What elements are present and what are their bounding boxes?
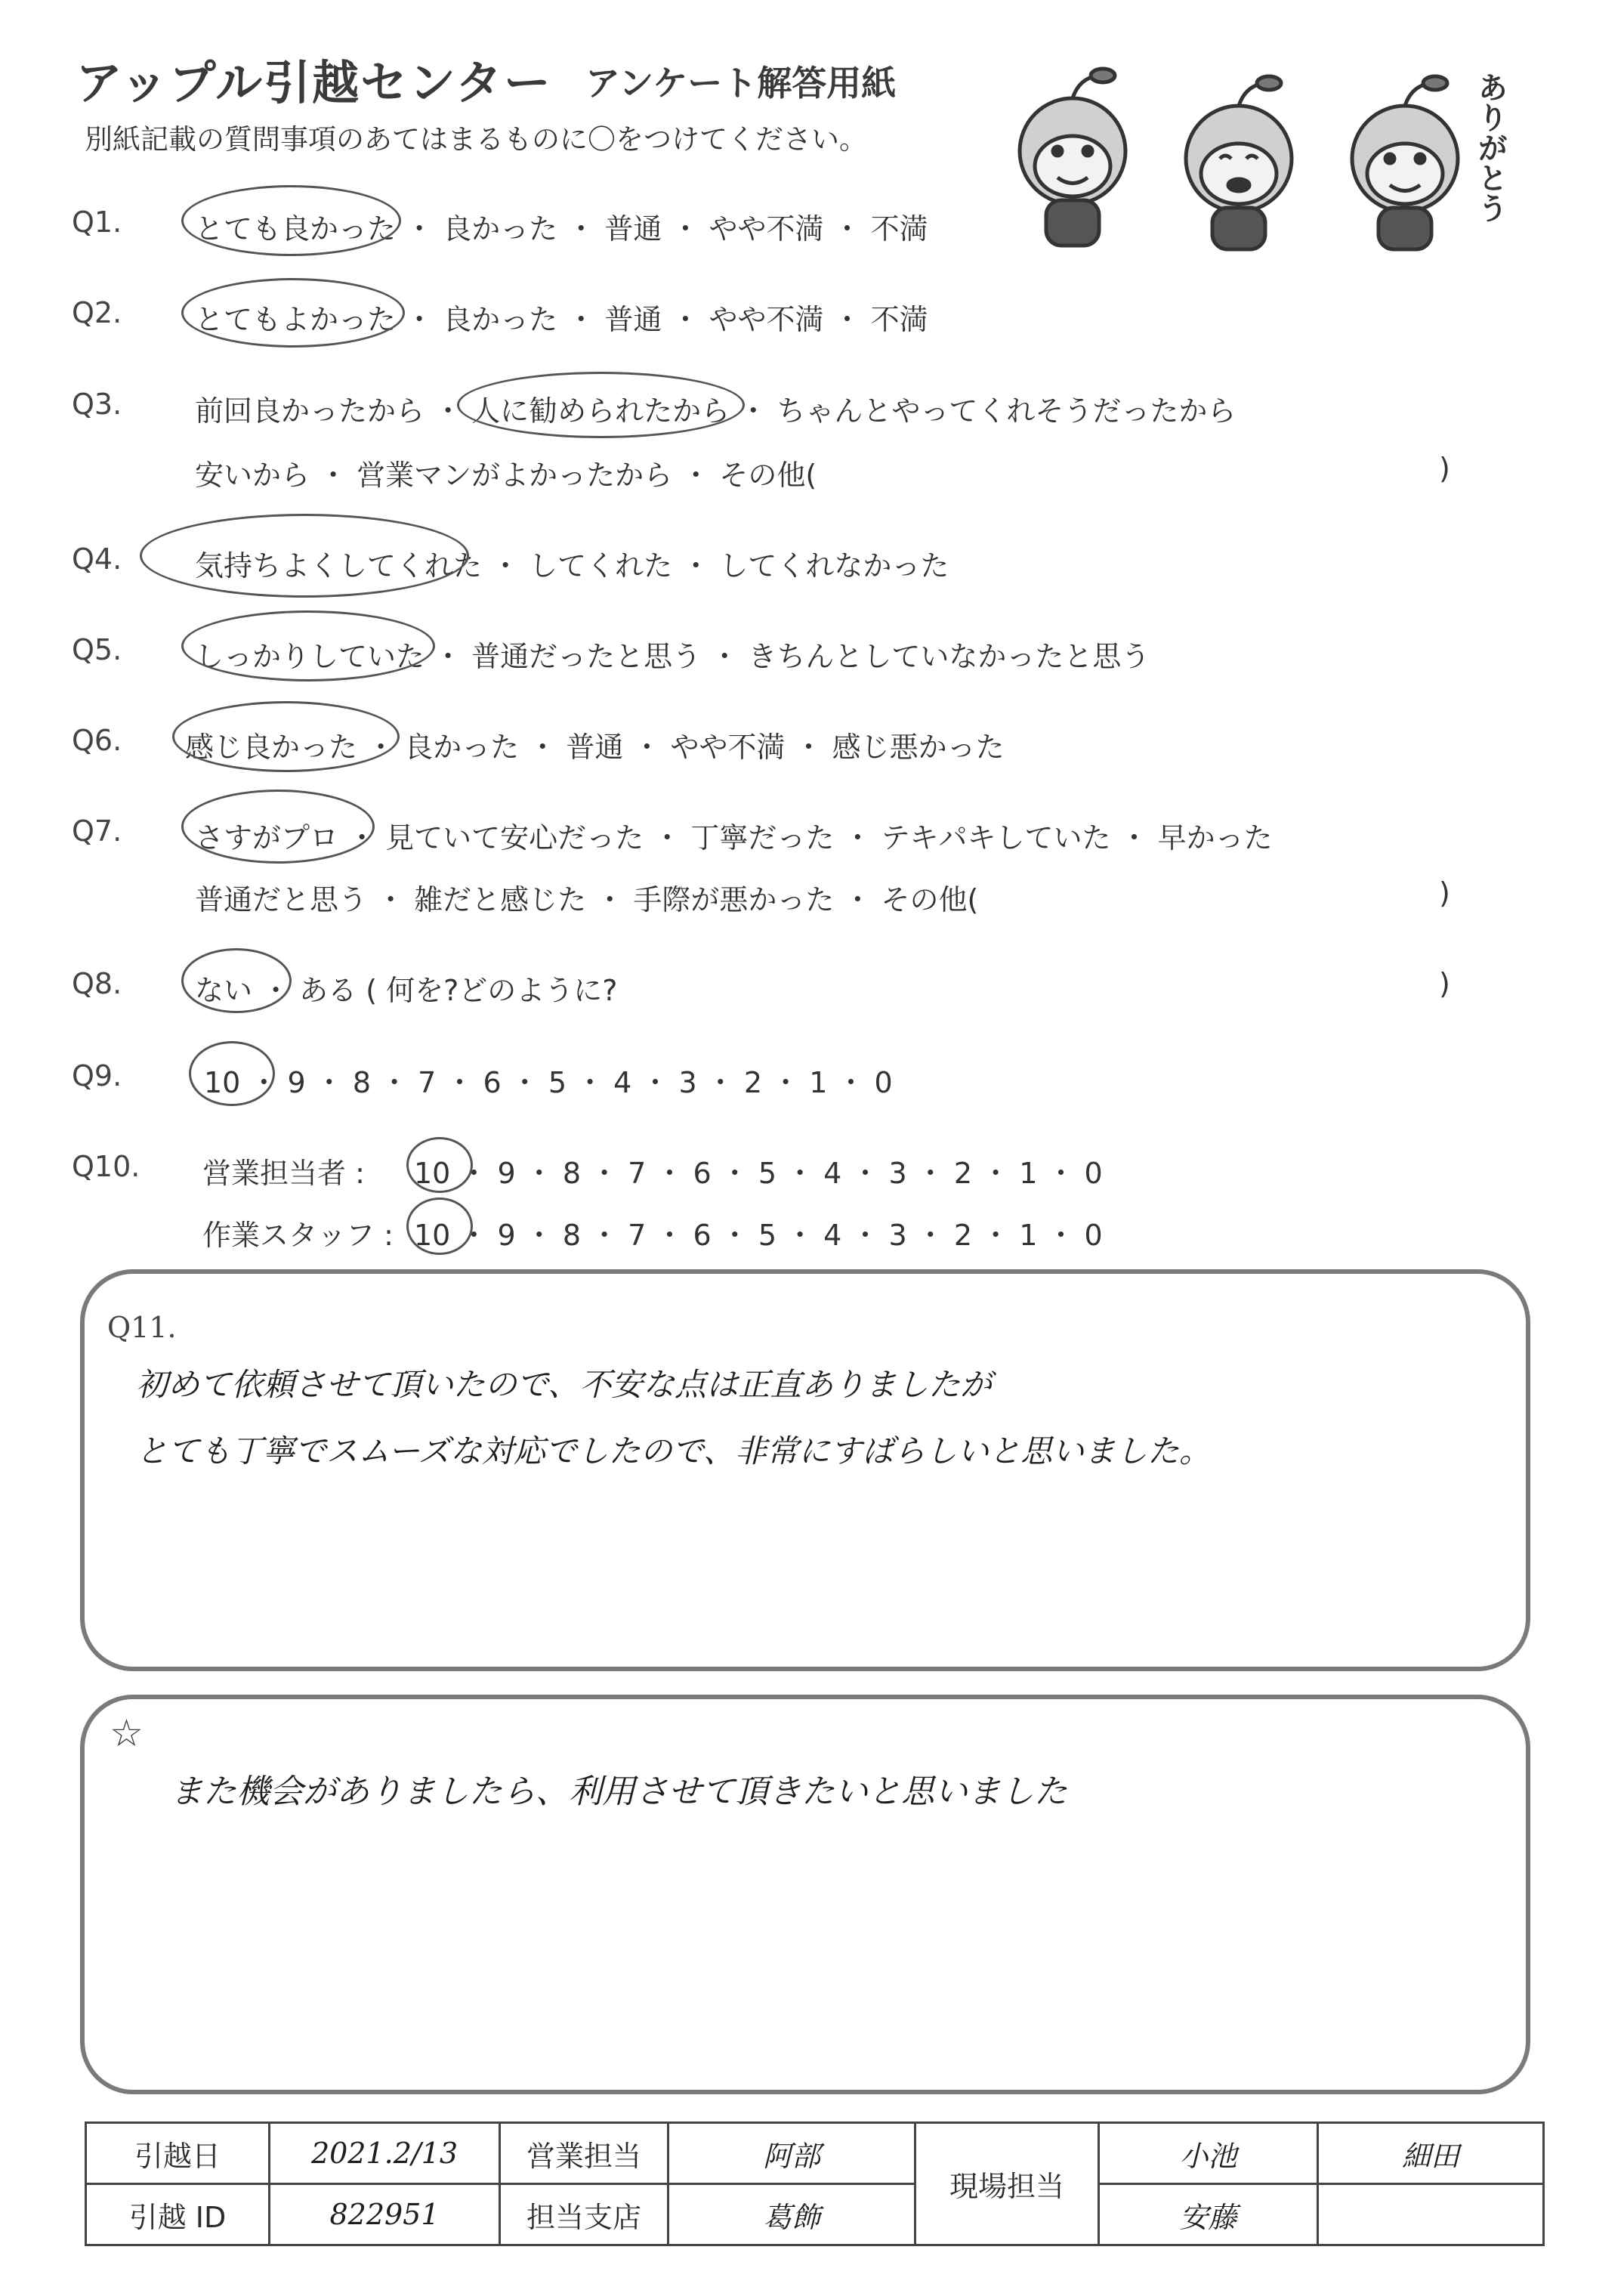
site-staff-3: 安藤 <box>1099 2184 1318 2245</box>
star-icon: ☆ <box>110 1711 144 1755</box>
form-title: アンケート解答用紙 <box>585 63 897 104</box>
move-date-value: 2021.2/13 <box>270 2123 500 2184</box>
q6-options: 感じ良かった ・ 良かった ・ 普通 ・ やや不満 ・ 感じ悪かった <box>185 731 1005 764</box>
q10-sales-answer-circle <box>406 1137 473 1193</box>
site-staff-2: 細田 <box>1318 2123 1544 2184</box>
move-id-value: 822951 <box>270 2184 500 2245</box>
site-staff-1: 小池 <box>1099 2123 1318 2184</box>
q8-other-close: ) <box>1439 967 1450 1000</box>
q7-options-line1: さすがプロ ・ 見ていて安心だった ・ 丁寧だった ・ テキパキしていた ・ 早かった <box>195 821 1273 854</box>
q1-options: とても良かった ・ 良かった ・ 普通 ・ やや不満 ・ 不満 <box>195 212 928 246</box>
q11-label: Q11. <box>107 1311 177 1344</box>
q7-options-line2: 普通だと思う ・ 雑だと感じた ・ 手際が悪かった ・ その他( <box>195 883 979 916</box>
move-info-table <box>85 2121 1545 2246</box>
site-staff-empty <box>1318 2184 1544 2245</box>
q5-options: しっかりしていた ・ 普通だったと思う ・ きちんとしていなかったと思う <box>195 640 1150 673</box>
q4-options: 気持ちよくしてくれた ・ してくれた ・ してくれなかった <box>195 549 949 583</box>
branch-name: 葛飾 <box>668 2184 915 2245</box>
q2-number: Q2. <box>72 296 122 329</box>
q4-number: Q4. <box>72 542 122 576</box>
q8-answer-circle <box>181 948 292 1013</box>
sales-rep-name: 阿部 <box>668 2123 915 2184</box>
q2-answer-circle <box>181 278 405 348</box>
q10-sales-scale: 10 ・ 9 ・ 8 ・ 7 ・ 6 ・ 5 ・ 4 ・ 3 ・ 2 ・ 1 ・ 0 <box>414 1157 1103 1190</box>
q4-answer-circle <box>140 514 469 598</box>
q5-number: Q5. <box>72 633 122 666</box>
q3-other-close: ) <box>1439 452 1450 485</box>
mascot-thanks-text: ありがとう <box>1473 72 1508 223</box>
q6-answer-circle <box>172 701 400 772</box>
q10-sales-label: 営業担当者 : <box>202 1157 365 1190</box>
q9-number: Q9. <box>72 1059 122 1092</box>
q1-number: Q1. <box>72 206 122 239</box>
q7-answer-circle <box>181 790 375 864</box>
q8-options: ない ・ ある ( 何を?どのように? <box>195 974 618 1007</box>
sales-rep-label: 営業担当 <box>500 2123 668 2184</box>
instruction-text: 別紙記載の質問事項のあてはまるものに〇をつけてください。 <box>85 123 867 156</box>
company-name: アップル引越センター <box>76 55 552 110</box>
q2-options: とてもよかった ・ 良かった ・ 普通 ・ やや不満 ・ 不満 <box>195 303 928 336</box>
q3-number: Q3. <box>72 388 122 421</box>
move-date-label: 引越日 <box>86 2123 270 2184</box>
site-staff-label: 現場担当 <box>915 2123 1099 2245</box>
q10-staff-answer-circle <box>406 1197 473 1255</box>
q6-number: Q6. <box>72 724 122 757</box>
q10-staff-scale: 10 ・ 9 ・ 8 ・ 7 ・ 6 ・ 5 ・ 4 ・ 3 ・ 2 ・ 1 ・ 0 <box>414 1219 1103 1252</box>
q11-comment-line1: 初めて依頼させて頂いたので、不安な点は正直ありましたが <box>136 1366 993 1403</box>
q11-comment-line2: とても丁寧でスムーズな対応でしたので、非常にすばらしいと思いました。 <box>136 1432 1211 1469</box>
additional-comment: また機会がありましたら、利用させて頂きたいと思いました <box>170 1772 1067 1811</box>
branch-label: 担当支店 <box>500 2184 668 2245</box>
q1-answer-circle <box>181 185 401 256</box>
q8-number: Q8. <box>72 967 122 1000</box>
q7-other-close: ) <box>1439 876 1450 910</box>
q9-answer-circle <box>189 1041 275 1106</box>
move-id-label: 引越 ID <box>86 2184 270 2245</box>
q3-options-line1: 前回良かったから ・ 人に勧められたから ・ ちゃんとやってくれそうだったから <box>195 394 1237 428</box>
q3-answer-circle <box>457 372 745 438</box>
q9-scale: 10 ・ 9 ・ 8 ・ 7 ・ 6 ・ 5 ・ 4 ・ 3 ・ 2 ・ 1 ・ 0 <box>204 1066 893 1099</box>
q5-answer-circle <box>181 610 435 681</box>
additional-comment-box <box>80 1695 1530 2094</box>
q3-options-line2: 安いから ・ 営業マンがよかったから ・ その他( <box>195 459 817 492</box>
monkey-mascot-icon <box>990 53 1518 257</box>
q7-number: Q7. <box>72 814 122 848</box>
q10-number: Q10. <box>72 1150 140 1183</box>
q10-staff-label: 作業スタッフ : <box>202 1219 394 1252</box>
